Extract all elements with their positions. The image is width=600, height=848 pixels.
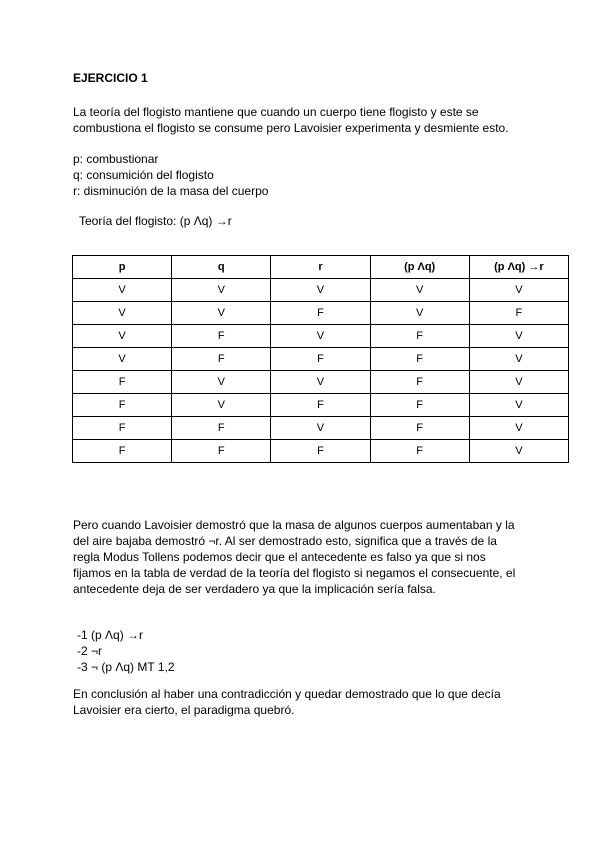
table-cell: F (73, 394, 172, 417)
table-cell: V (469, 371, 568, 394)
table-cell: F (271, 302, 370, 325)
table-cell: V (370, 279, 469, 302)
table-row (73, 417, 569, 440)
header-cell: (p Λq) (370, 256, 469, 279)
table-cell: V (172, 394, 271, 417)
table-cell: F (73, 440, 172, 463)
proof-step: -3 ¬ (p Λq) MT 1,2 (77, 660, 175, 674)
table-cell: V (469, 440, 568, 463)
table-row (73, 348, 569, 371)
intro-line: La teoría del flogisto mantiene que cuando un cuerpo tiene flogisto y este se (73, 105, 479, 119)
variable-definitions (73, 151, 533, 199)
table-cell: F (370, 440, 469, 463)
table-cell: V (469, 348, 568, 371)
table-cell: V (271, 417, 370, 440)
conclusion-line: Lavoisier era cierto, el paradigma quebró. (73, 703, 295, 717)
truth-table (72, 255, 569, 463)
proof-step: -2 ¬r (77, 644, 103, 658)
header-cell: (p Λq) →r (469, 256, 568, 279)
argument-line: regla Modus Tollens podemos decir que el antecedente es falso ya que si nos (73, 550, 486, 564)
table-cell: V (469, 417, 568, 440)
table-cell: V (73, 279, 172, 302)
table-cell: F (370, 325, 469, 348)
definition-p: p: combustionar (73, 152, 159, 166)
table-cell: V (271, 325, 370, 348)
table-cell: V (73, 348, 172, 371)
argument-line: antecedente deja de ser verdadero ya que la implicación sería falsa. (73, 582, 436, 596)
table-cell: V (172, 371, 271, 394)
table-cell: F (370, 417, 469, 440)
table-row (73, 279, 569, 302)
table-cell: V (469, 325, 568, 348)
table-cell: F (370, 348, 469, 371)
table-row (73, 325, 569, 348)
table-cell: F (271, 348, 370, 371)
table-cell: V (172, 302, 271, 325)
table-cell: V (469, 279, 568, 302)
conclusion-paragraph (73, 686, 533, 718)
table-cell: V (469, 394, 568, 417)
table-cell: F (172, 348, 271, 371)
table-cell: F (469, 302, 568, 325)
table-cell: F (370, 394, 469, 417)
header-cell: p (73, 256, 172, 279)
intro-paragraph (73, 104, 533, 136)
table-row (73, 440, 569, 463)
exercise-title: EJERCICIO 1 (73, 71, 148, 85)
argument-line: Pero cuando Lavoisier demostró que la masa de algunos cuerpos aumentaban y la (73, 518, 515, 532)
table-cell: V (73, 325, 172, 348)
header-cell: r (271, 256, 370, 279)
intro-line: combustiona el flogisto se consume pero Lavoisier experimenta y desmiente esto. (73, 121, 509, 135)
table-header-row (73, 256, 569, 279)
table-row (73, 302, 569, 325)
table-row (73, 394, 569, 417)
conclusion-line: En conclusión al haber una contradicción y quedar demostrado que lo que decía (73, 687, 501, 701)
table-cell: F (271, 394, 370, 417)
table-cell: F (172, 325, 271, 348)
argument-line: fijamos en la tabla de verdad de la teoría del flogisto si negamos el consecuente, el (73, 566, 516, 580)
table-cell: F (172, 417, 271, 440)
table-cell: F (370, 371, 469, 394)
proof-step: -1 (p Λq) →r (77, 628, 144, 642)
definition-r: r: disminución de la masa del cuerpo (73, 184, 269, 198)
proof-steps (77, 627, 175, 675)
table-cell: F (271, 440, 370, 463)
header-cell: q (172, 256, 271, 279)
table-cell: V (73, 302, 172, 325)
argument-line: del aire bajaba demostró ¬r. Al ser demostrado esto, significa que a través de la (73, 534, 497, 548)
argument-paragraph (73, 517, 533, 597)
table-cell: V (370, 302, 469, 325)
table-cell: V (172, 279, 271, 302)
table-cell: V (271, 279, 370, 302)
table-row (73, 371, 569, 394)
table-cell: V (271, 371, 370, 394)
definition-q: q: consumición del flogisto (73, 168, 214, 182)
table-cell: F (73, 417, 172, 440)
table-cell: F (172, 440, 271, 463)
table-cell: F (73, 371, 172, 394)
thesis-formula: Teoría del flogisto: (p Λq) →r (79, 214, 232, 228)
